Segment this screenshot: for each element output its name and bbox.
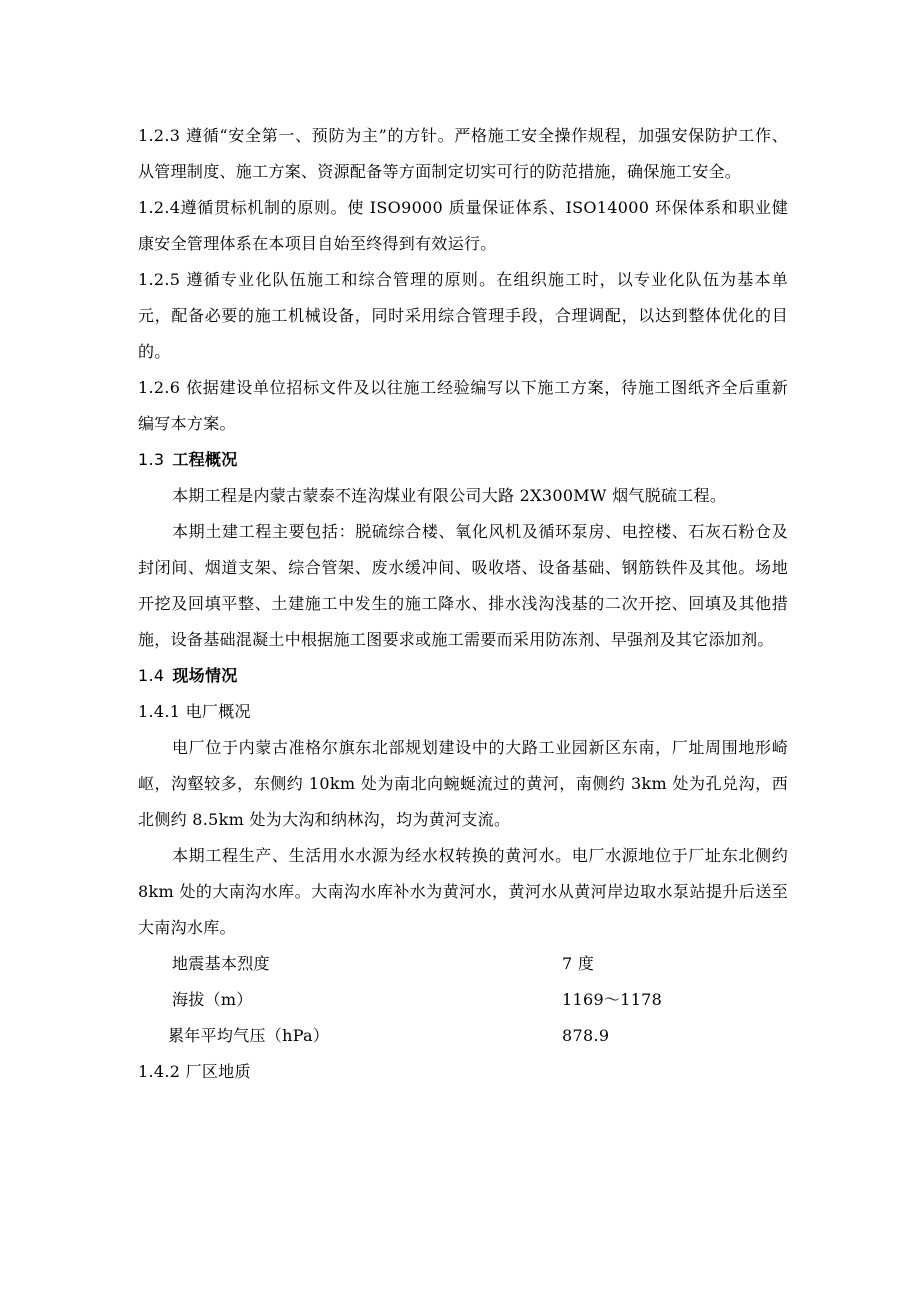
paragraph-1-2-3: 1.2.3 遵循“安全第一、预防为主”的方针。严格施工安全操作规程，加强安保防护工作、从管理制度、施工方案、资源配备等方面制定切实可行的防范措施，确保施工安全。 xyxy=(138,126,788,181)
spec-value: 7 度 xyxy=(562,954,595,973)
spec-label: 地震基本烈度 xyxy=(172,954,270,973)
subsection-heading-1-4-1: 1.4.1 电厂概况 xyxy=(138,702,251,721)
spec-row-pressure xyxy=(138,1018,788,1054)
section-title-1-3: 工程概况 xyxy=(172,450,238,469)
section-number-1-4: 1.4 xyxy=(138,666,165,685)
spec-value: 1169～1178 xyxy=(562,990,663,1009)
project-overview-paragraph: 本期工程是内蒙古蒙泰不连沟煤业有限公司大路 2X300MW 烟气脱硫工程。 xyxy=(172,486,727,505)
spec-label: 海拔（m） xyxy=(172,990,253,1009)
civil-scope-paragraph: 本期土建工程主要包括：脱硫综合楼、氧化风机及循环泵房、电控楼、石灰石粉仓及封闭间、烟道支架、综合管架、废水缓冲间、吸收塔、设备基础、钢筋铁件及其他。场地开挖及回填平整、土建施工中发生的施工降水、排水浅沟浅基的二次开挖、回填及其他措施，设备基础混凝土中根据施工图要求或施工需要而采用防冻剂、早强剂及其它添加剂。 xyxy=(138,522,788,649)
water-source-paragraph: 本期工程生产、生活用水水源为经水权转换的黄河水。电厂水源地位于厂址东北侧约 8km 处的大南沟水库。大南沟水库补水为黄河水，黄河水从黄河岸边取水泵站提升后送至大南沟水库。 xyxy=(138,846,788,937)
document-page xyxy=(138,118,788,1090)
section-number-1-3: 1.3 xyxy=(138,450,165,469)
site-spec-table xyxy=(138,946,788,1054)
section-heading-1-3 xyxy=(138,442,788,478)
spec-label: 累年平均气压（hPa） xyxy=(168,1026,330,1045)
subsection-heading-1-4-2: 1.4.2 厂区地质 xyxy=(138,1062,251,1081)
section-title-1-4: 现场情况 xyxy=(172,666,238,685)
paragraph-1-2-6: 1.2.6 依据建设单位招标文件及以往施工经验编写以下施工方案，待施工图纸齐全后重新编写本方案。 xyxy=(138,378,788,433)
section-heading-1-4 xyxy=(138,658,788,694)
spec-row-altitude xyxy=(138,982,788,1018)
plant-location-paragraph: 电厂位于内蒙古准格尔旗东北部规划建设中的大路工业园新区东南，厂址周围地形崎岖，沟壑较多，东侧约 10km 处为南北向蜿蜒流过的黄河，南侧约 3km 处为孔兑沟，西北侧约 8.5km 处为大沟和纳林沟，均为黄河支流。 xyxy=(138,738,788,829)
spec-row-seismic xyxy=(138,946,788,982)
paragraph-1-2-4: 1.2.4遵循贯标机制的原则。使 ISO9000 质量保证体系、ISO14000 环保体系和职业健康安全管理体系在本项目自始至终得到有效运行。 xyxy=(138,198,788,253)
paragraph-1-2-5: 1.2.5 遵循专业化队伍施工和综合管理的原则。在组织施工时，以专业化队伍为基本单元，配备必要的施工机械设备，同时采用综合管理手段，合理调配，以达到整体优化的目的。 xyxy=(138,270,788,361)
spec-value: 878.9 xyxy=(562,1026,610,1045)
